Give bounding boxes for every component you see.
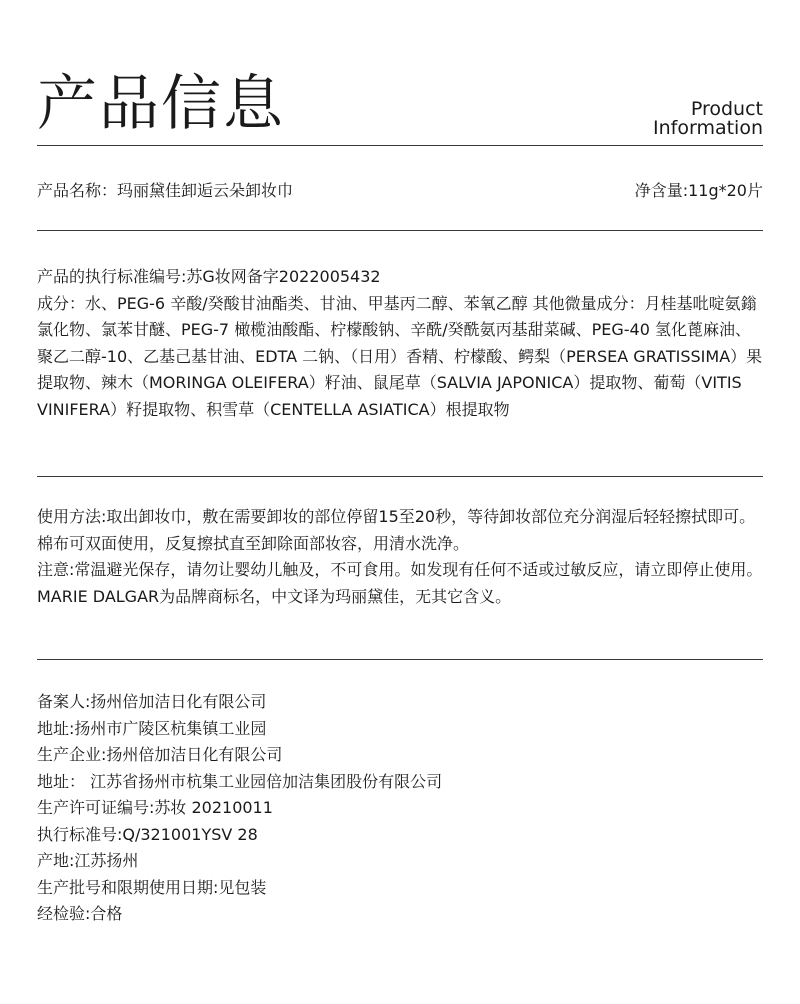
filer-address: 地址:扬州市广陵区杭集镇工业园 <box>37 718 267 738</box>
usage-method: 使用方法:取出卸妆巾，敷在需要卸妆的部位停留15至20秒，等待卸妆部位充分润湿后轻轻擦拭即可。棉布可双面使用，反复擦拭直至卸除面部妆容，用清水洗净。 <box>37 507 756 553</box>
divider-2 <box>37 476 763 477</box>
subtitle-line-1: Product <box>690 98 763 120</box>
production-license: 生产许可证编号:苏妆 20210011 <box>37 798 273 817</box>
company-section <box>37 689 763 928</box>
place-of-origin: 产地:江苏扬州 <box>37 851 139 870</box>
filer: 备案人:扬州倍加洁日化有限公司 <box>37 692 267 711</box>
record-number: 产品的执行标准编号:苏G妆网备字2022005432 <box>37 267 381 286</box>
manufacturer: 生产企业:扬州倍加洁日化有限公司 <box>37 745 283 764</box>
brand-note: MARIE DALGAR为品牌商标名，中文译为玛丽黛佳，无其它含义。 <box>37 586 512 606</box>
usage-caution: 注意:常温避光保存，请勿让婴幼儿触及，不可食用。如发现有任何不适或过敏反应，请立即停止使用。 <box>37 560 763 579</box>
manufacturer-address: 地址： 江苏省扬州市杭集工业园倍加洁集团股份有限公司 <box>37 771 443 791</box>
page-subtitle <box>653 100 763 138</box>
product-name-value: 玛丽黛佳卸逅云朵卸妆巾 <box>117 181 294 200</box>
inspection-result: 经检验:合格 <box>37 904 123 923</box>
execution-standard: 执行标准号:Q/321001YSV 28 <box>37 824 258 844</box>
product-name <box>37 179 293 203</box>
usage-section <box>37 504 763 610</box>
subtitle-line-2: Information <box>653 117 763 139</box>
product-name-label: 产品名称： <box>37 181 118 200</box>
divider-1 <box>37 230 763 231</box>
product-name-row <box>37 179 763 203</box>
header-divider <box>37 145 763 146</box>
batch-and-expiry: 生产批号和限期使用日期:见包装 <box>37 877 267 897</box>
net-content: 净含量:11g*20片 <box>634 181 763 200</box>
page-title: 产品信息 <box>37 69 285 139</box>
standard-section <box>37 264 763 423</box>
header <box>37 70 763 146</box>
ingredients: 成分：水、PEG-6 辛酸/癸酸甘油酯类、甘油、甲基丙二醇、苯氧乙醇 其他微量成分：月桂基吡啶氨鎓氯化物、氯苯甘醚、PEG-7 橄榄油酸酯、柠檬酸钠、辛酰/癸酰氨丙基甜菜碱、PEG-40 氢化蓖麻油、聚乙二醇-10、乙基己基甘油、EDTA 二钠、（日用）香精、柠檬酸、鳄梨（PERSEA GRATISSIMA）果提取物、辣木（MORINGA OLEIFERA）籽油、鼠尾草（SALVIA JAPONICA）提取物、葡萄（VITIS VINIFERA）籽提取物、积雪草（CENTELLA ASIATICA）根提取物 <box>37 293 763 419</box>
divider-3 <box>37 659 763 660</box>
